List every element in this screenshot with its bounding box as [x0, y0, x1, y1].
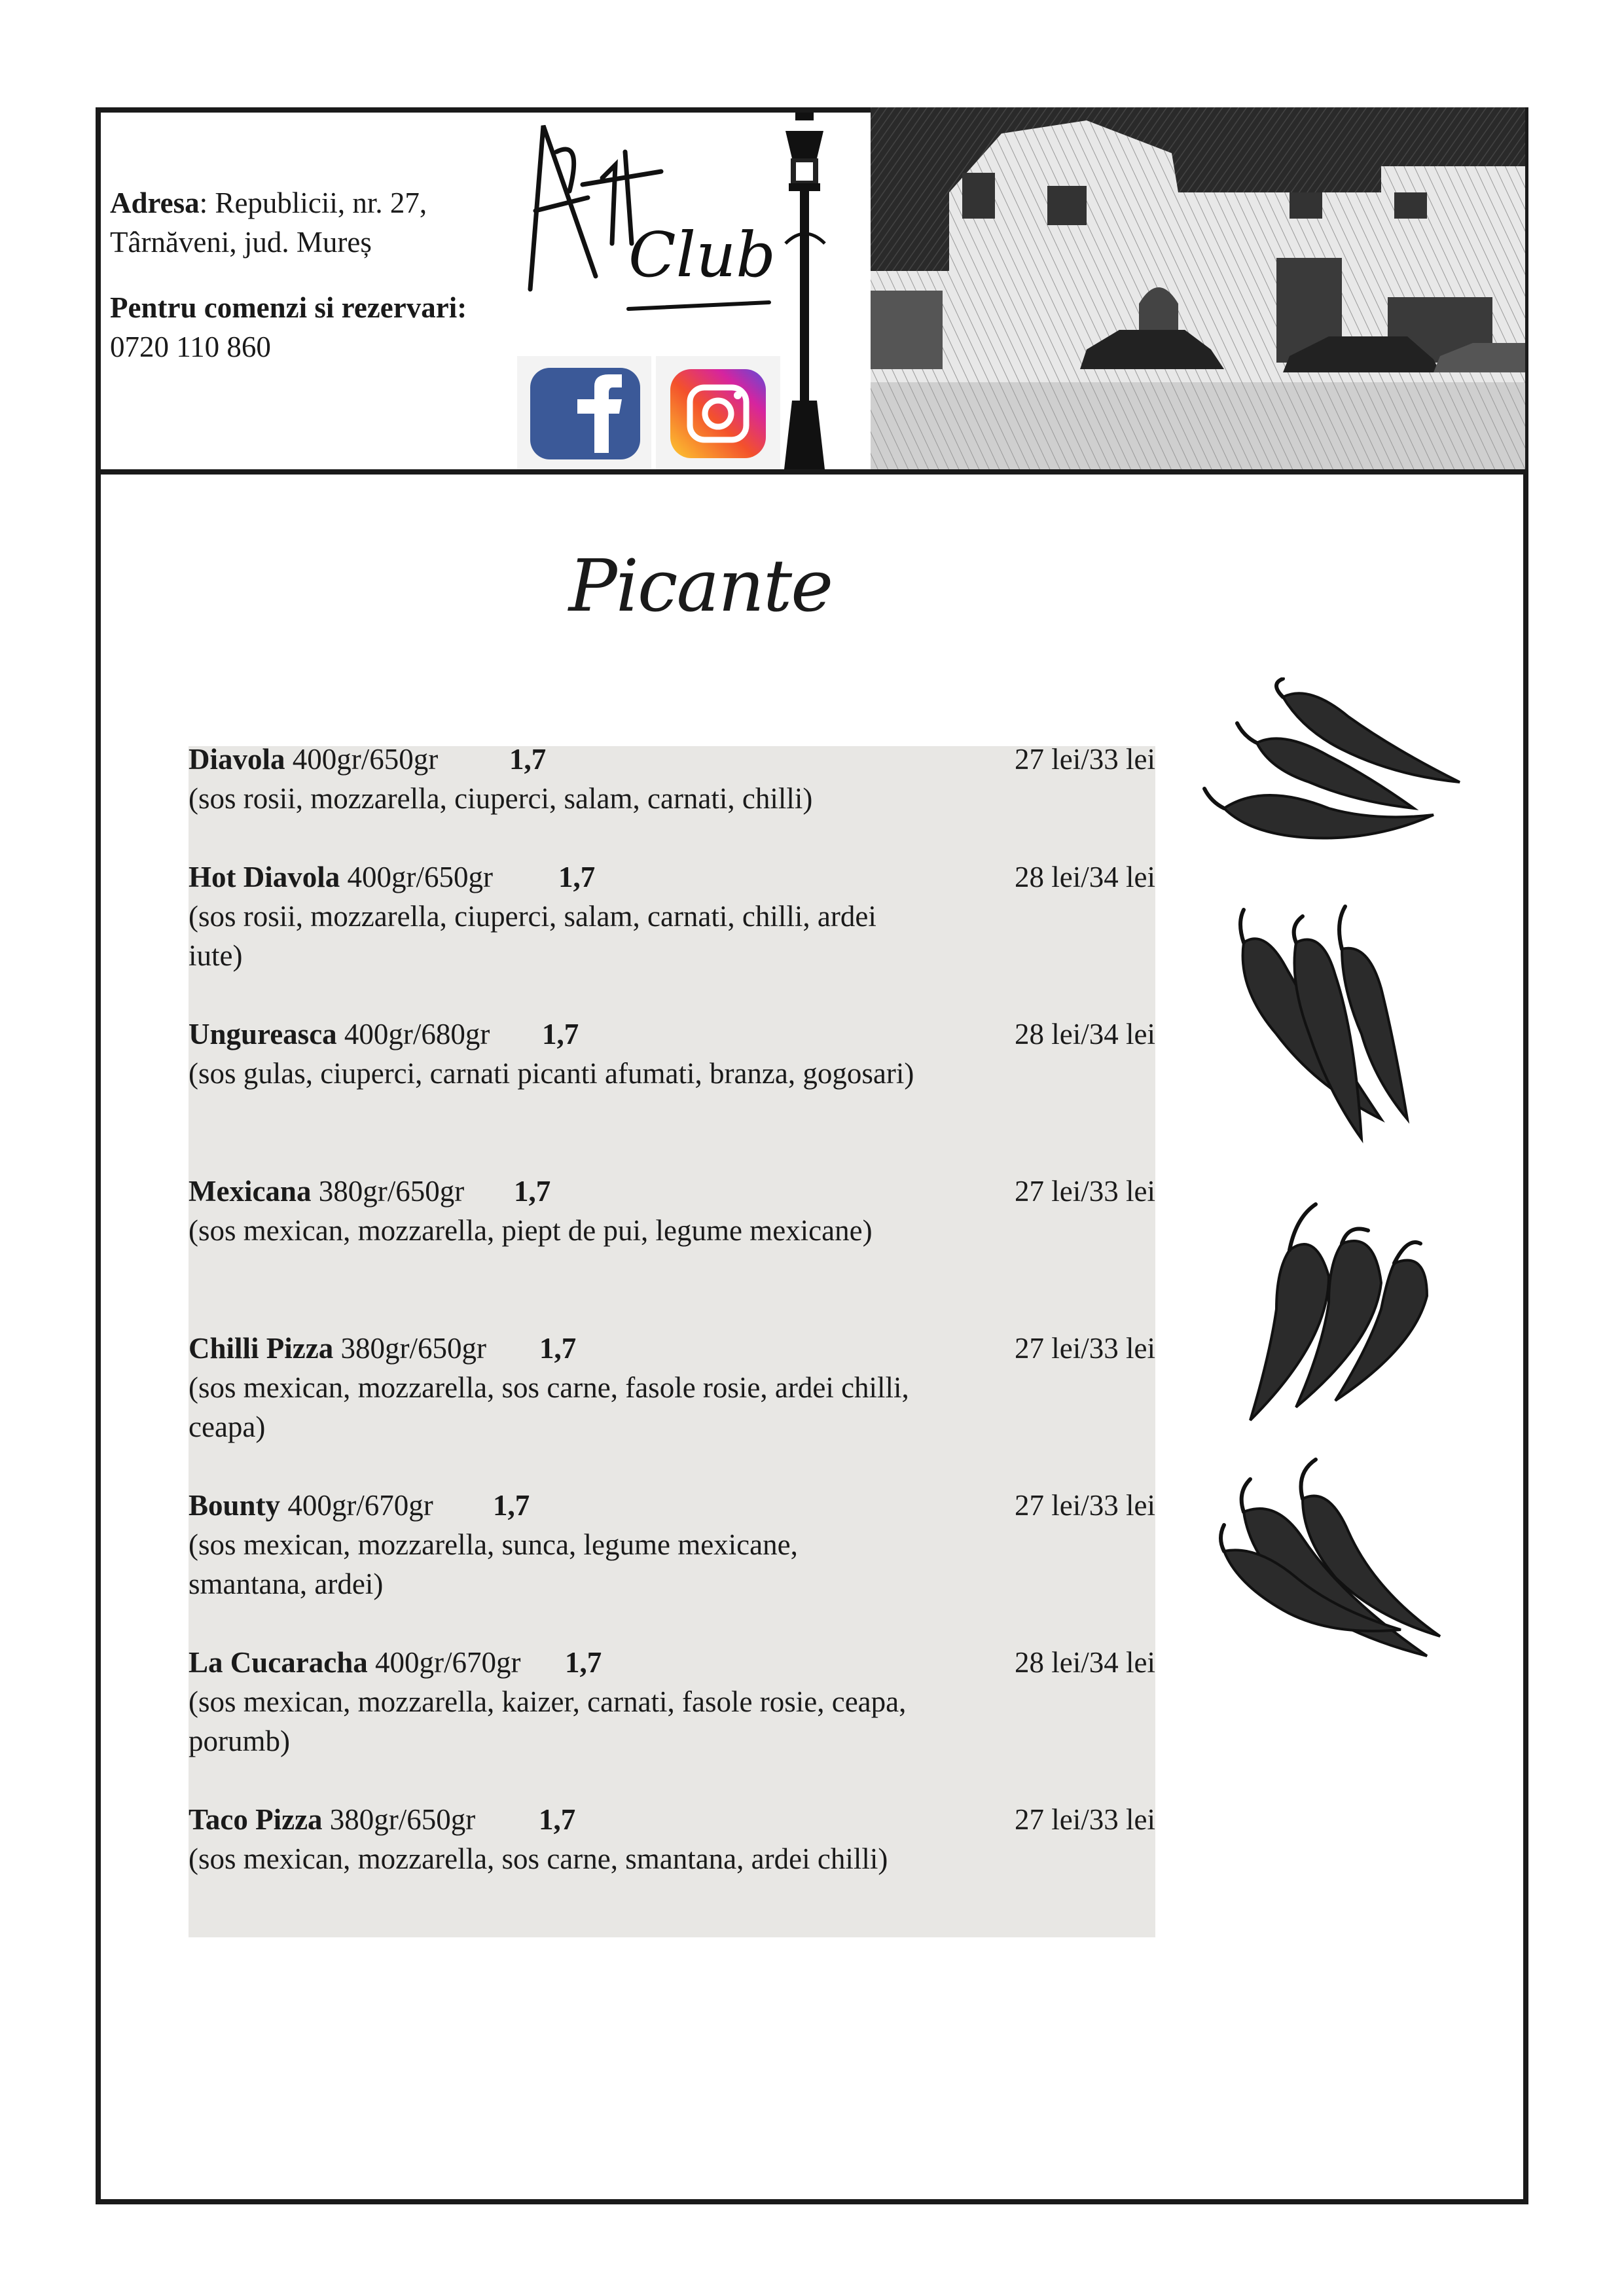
- item-description: (sos rosii, mozzarella, ciuperci, salam, carnati, chilli, ardei iute): [189, 900, 876, 972]
- item-price: 27 lei/33 lei: [1015, 1489, 1155, 1522]
- item-price: 28 lei/34 lei: [1015, 1646, 1155, 1679]
- item-name: Ungureasca: [189, 1018, 337, 1050]
- section-title: Picante: [568, 544, 833, 628]
- item-weight: 400gr/650gr: [292, 743, 439, 776]
- item-description: (sos rosii, mozzarella, ciuperci, salam, carnati, chilli): [189, 782, 813, 815]
- item-price: 27 lei/33 lei: [1015, 1803, 1155, 1836]
- item-description: (sos gulas, ciuperci, carnati picanti afumati, branza, gogosari): [189, 1057, 914, 1090]
- phone-number: 0720 110 860: [110, 331, 271, 363]
- menu-item: [189, 1329, 1155, 1446]
- item-score: 1,7: [565, 1646, 602, 1679]
- item-weight: 400gr/670gr: [287, 1489, 433, 1522]
- menu-item: [189, 1643, 1155, 1761]
- chili-pepper-icon: [1198, 677, 1473, 848]
- item-name: Taco Pizza: [189, 1803, 323, 1836]
- address-line-1: [110, 183, 503, 223]
- item-score: 1,7: [542, 1018, 579, 1050]
- item-description: (sos mexican, mozzarella, piept de pui, legume mexicane): [189, 1214, 873, 1247]
- logo-area: [517, 113, 864, 469]
- chili-pepper-icon: [1231, 1191, 1453, 1433]
- item-price: 27 lei/33 lei: [1015, 1175, 1155, 1208]
- address-value: : Republicii, nr. 27,: [199, 187, 427, 219]
- item-score: 1,7: [514, 1175, 551, 1208]
- item-score: 1,7: [509, 743, 547, 776]
- menu-item: [189, 857, 1155, 975]
- address-line-2: Târnăveni, jud. Mureș: [110, 226, 372, 259]
- menu-item: [189, 1800, 1155, 1878]
- instagram-icon[interactable]: [656, 356, 780, 469]
- menu-item: [189, 740, 1155, 818]
- header-divider: [96, 469, 1528, 475]
- item-name: Mexicana: [189, 1175, 312, 1208]
- item-description: (sos mexican, mozzarella, kaizer, carnati, fasole rosie, ceapa, porumb): [189, 1685, 907, 1757]
- svg-text:Club: Club: [628, 219, 776, 291]
- chili-pepper-icon: [1218, 1453, 1453, 1669]
- item-weight: 400gr/670gr: [375, 1646, 521, 1679]
- menu-item: [189, 1014, 1155, 1093]
- item-price: 28 lei/34 lei: [1015, 1018, 1155, 1050]
- item-weight: 400gr/680gr: [344, 1018, 490, 1050]
- item-weight: 380gr/650gr: [318, 1175, 465, 1208]
- address-label: Adresa: [110, 187, 200, 219]
- item-name: Chilli Pizza: [189, 1332, 334, 1365]
- item-score: 1,7: [539, 1803, 576, 1836]
- item-name: Bounty: [189, 1489, 281, 1522]
- art-club-logo: [517, 113, 864, 469]
- contact-block: [110, 183, 503, 367]
- item-description: (sos mexican, mozzarella, sos carne, smantana, ardei chilli): [189, 1842, 888, 1875]
- item-description: (sos mexican, mozzarella, sunca, legume mexicane, smantana, ardei): [189, 1528, 798, 1600]
- item-name: Diavola: [189, 743, 285, 776]
- facebook-icon[interactable]: [517, 356, 651, 469]
- item-score: 1,7: [539, 1332, 577, 1365]
- chili-pepper-icon: [1224, 903, 1434, 1152]
- item-price: 27 lei/33 lei: [1015, 1332, 1155, 1365]
- item-price: 28 lei/34 lei: [1015, 861, 1155, 893]
- menu-item: [189, 1172, 1155, 1250]
- item-name: La Cucaracha: [189, 1646, 368, 1679]
- item-score: 1,7: [493, 1489, 530, 1522]
- item-name: Hot Diavola: [189, 861, 340, 893]
- building-sketch: [871, 107, 1525, 469]
- menu-item: [189, 1486, 1155, 1604]
- item-description: (sos mexican, mozzarella, sos carne, fasole rosie, ardei chilli, ceapa): [189, 1371, 909, 1443]
- item-score: 1,7: [558, 861, 596, 893]
- orders-label: Pentru comenzi si rezervari:: [110, 291, 467, 324]
- street-lamp-icon: [784, 113, 825, 469]
- item-weight: 380gr/650gr: [340, 1332, 486, 1365]
- item-weight: 380gr/650gr: [329, 1803, 476, 1836]
- item-price: 27 lei/33 lei: [1015, 743, 1155, 776]
- item-weight: 400gr/650gr: [347, 861, 493, 893]
